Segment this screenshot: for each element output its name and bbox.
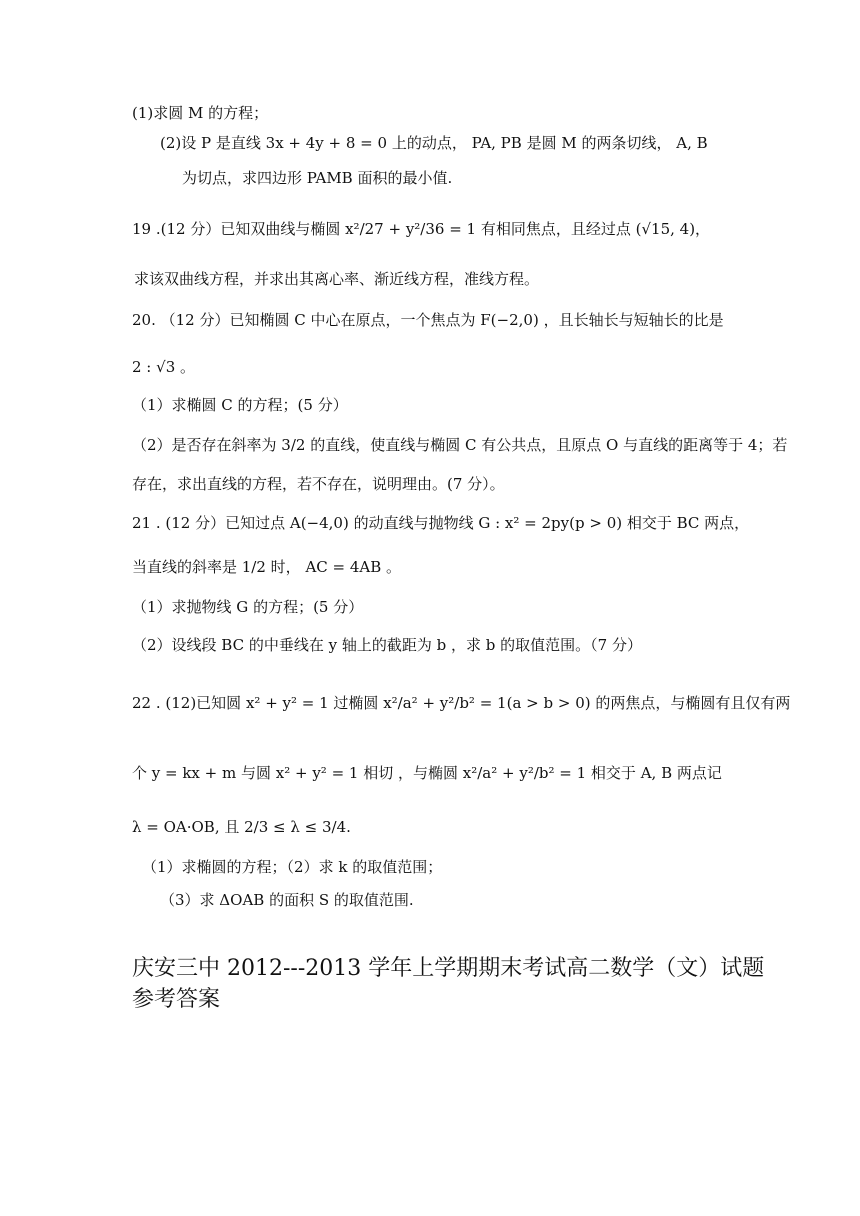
line-7: 2 : √3 。 (132, 358, 196, 376)
line-10: 存在，求出直线的方程，若不存在，说明理由。(7 分）。 (132, 475, 505, 493)
line-8: （1）求椭圆 C 的方程；(5 分） (132, 396, 348, 414)
line-11-problem-21: 21 . (12 分）已知过点 A(−4,0) 的动直线与抛物线 G : x² = 2py(p > 0) 相交于 BC 两点， (132, 514, 750, 532)
line-2: (2)设 P 是直线 3x + 4y + 8 = 0 上的动点， PA, PB 是圆 M 的两条切线， A, B (160, 134, 708, 152)
line-16: 个 y = kx + m 与圆 x² + y² = 1 相切 ，与椭圆 x²/a² + y²/b² = 1 相交于 A, B 两点记 (132, 764, 722, 782)
line-1: (1)求圆 M 的方程； (132, 104, 269, 122)
line-15-problem-22: 22 . (12)已知圆 x² + y² = 1 过椭圆 x²/a² + y²/b² = 1(a > b > 0) 的两焦点，与椭圆有且仅有两 (132, 694, 791, 712)
line-4-problem-19: 19 .(12 分）已知双曲线与椭圆 x²/27 + y²/36 = 1 有相同焦点，且经过点 (√15, 4)， (132, 220, 711, 238)
line-6-problem-20: 20. （12 分）已知椭圆 C 中心在原点，一个焦点为 F(−2,0) ，且长轴长与短轴长的比是 (132, 311, 724, 329)
line-5: 求该双曲线方程，并求出其离心率、渐近线方程，准线方程。 (134, 270, 540, 288)
line-13: （1）求抛物线 G 的方程；(5 分） (132, 598, 364, 616)
answer-section-title: 庆安三中 2012---2013 学年上学期期末考试高二数学（文）试题 参考答案 (132, 956, 765, 1012)
line-12: 当直线的斜率是 1/2 时， AC = 4AB 。 (132, 558, 402, 576)
line-18: （1）求椭圆的方程；（2）求 k 的取值范围； (142, 858, 443, 876)
line-19: （3）求 ΔOAB 的面积 S 的取值范围. (160, 891, 414, 909)
line-9: （2）是否存在斜率为 3/2 的直线，使直线与椭圆 C 有公共点，且原点 O 与直线的距离等于 4；若 (132, 436, 788, 454)
line-14: （2）设线段 BC 的中垂线在 y 轴上的截距为 b ，求 b 的取值范围。（7 分） (132, 636, 642, 654)
line-17: λ = OA·OB, 且 2/3 ≤ λ ≤ 3/4. (132, 818, 351, 836)
line-3: 为切点，求四边形 PAMB 面积的最小值. (182, 169, 453, 187)
